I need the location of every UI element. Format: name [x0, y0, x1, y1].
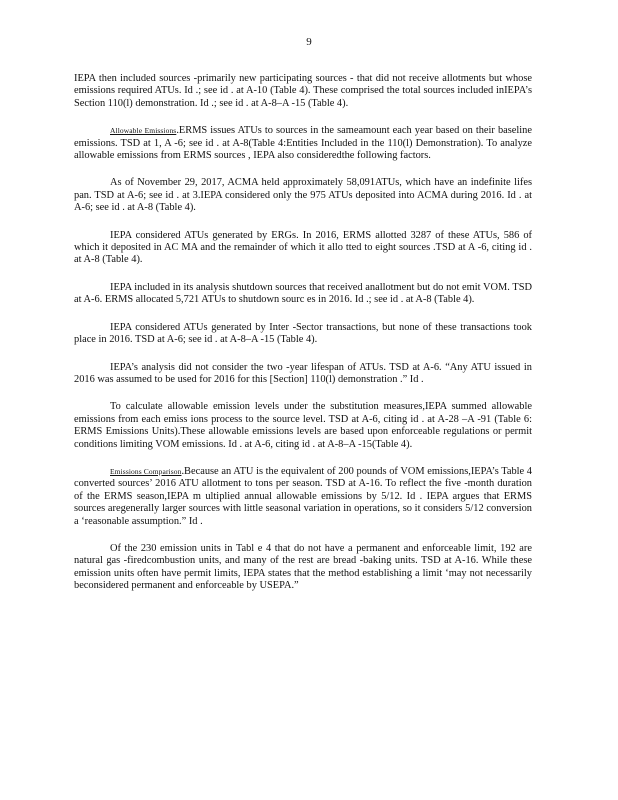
- paragraph: [74, 362, 532, 387]
- paragraph-text: As of November 29, 2017, ACMA held approximately 58,091ATUs, which have an indefinite lifes pan. TSD at A-6; see id . at 3.IEPA considered only the 975 ATUs deposited into ACMA during 2016. Id . at A-6; see id . at A-8 (Table 4).: [74, 177, 532, 214]
- paragraph-text: IEPA’s analysis did not consider the two -year lifespan of ATUs. TSD at A-6. “Any ATU issued in 2016 was assumed to be used for 2016 for this [Section] 110(l) demonstration .” Id .: [74, 361, 532, 385]
- page-number: 9: [306, 36, 312, 48]
- paragraph: [74, 125, 532, 162]
- paragraph-text: Of the 230 emission units in Tabl e 4 that do not have a permanent and enforceable limit, 192 are natural gas -firedcombustion units, and many of the rest are bread -baking units. TSD at A-16. While these emission units often have permit limits, IEPA states that the method establishing a limit ‘may not necessarily beconsidered permanent and enforceable by USEPA.”: [74, 542, 532, 592]
- paragraph-text: To calculate allowable emission levels under the substitution measures,IEPA summed allowable emissions from each emiss ions process to the source level. TSD at A-6, citing id . at A-28 –A -91 (Table 6: ERMS Emissions Units).These allowable emissions levels are based upon enforceable regulations or permit conditions limiting VOM emissions. Id . at A-6, citing id . at A-8–A -15(Table 4).: [74, 401, 532, 450]
- document-body: [74, 73, 532, 608]
- paragraph: [74, 543, 532, 593]
- paragraph: [74, 466, 532, 528]
- paragraph: [74, 177, 532, 214]
- paragraph: [74, 230, 532, 267]
- paragraph-text: IEPA considered ATUs generated by ERGs. In 2016, ERMS allotted 3287 of these ATUs, 586 of which it deposited in AC MA and the remainder of which it allo tted to eight sources .TSD at A -6, citing id . at A-8 (Table 4).: [74, 229, 532, 266]
- paragraph-text: IEPA included in its analysis shutdown sources that received anallotment but do not emit VOM. TSD at A-6. ERMS allocated 5,721 ATUs to shutdown sourc es in 2016. Id .; see id . at A-8 (Table 4).: [74, 281, 532, 306]
- paragraph: [74, 401, 532, 451]
- paragraph-text: IEPA considered ATUs generated by Inter -Sector transactions, but none of these transactions took place in 2016. TSD at A-6; see id . at A-8–A -15 (Table 4).: [74, 321, 532, 346]
- paragraph: [74, 322, 532, 347]
- paragraph: [74, 73, 532, 110]
- section-heading-allowable-emissions: Allowable Emissions: [110, 126, 177, 136]
- section-heading-emissions-comparison: Emissions Comparison: [110, 466, 182, 476]
- paragraph-text: .ERMS issues ATUs to sources in the sameamount each year based on their baseline emissions. TSD at 1, A -6; see id . at A-8(Table 4:Entities Included in the 110(l) Demonstration). To analyze allowable emissions from ERMS sources , IEPA also consideredthe following factors.: [74, 125, 532, 162]
- paragraph-text: .Because an ATU is the equivalent of 200 pounds of VOM emissions,IEPA’s Table 4 converted sources’ 2016 ATU allotment to tons per season. TSD at A-16. To reflect the five -month duration of the ERMS season,IEPA m ultiplied annual allowable emissions by 5/12. Id . IEPA argues that ERMS sources aregenerally larger sources with little seasonal variation in operations, so it considers 5/12 conversion a ‘reasonable assumption.” Id .: [74, 465, 532, 527]
- paragraph: [74, 282, 532, 307]
- paragraph-text: IEPA then included sources -primarily new participating sources - that did not receive allotments but whose emissions required ATUs. Id .; see id . at A-10 (Table 4). These comprised the total sources included inIEPA’s Section 110(l) demonstration. Id .; see id . at A-8–A -15 (Table 4).: [74, 73, 532, 109]
